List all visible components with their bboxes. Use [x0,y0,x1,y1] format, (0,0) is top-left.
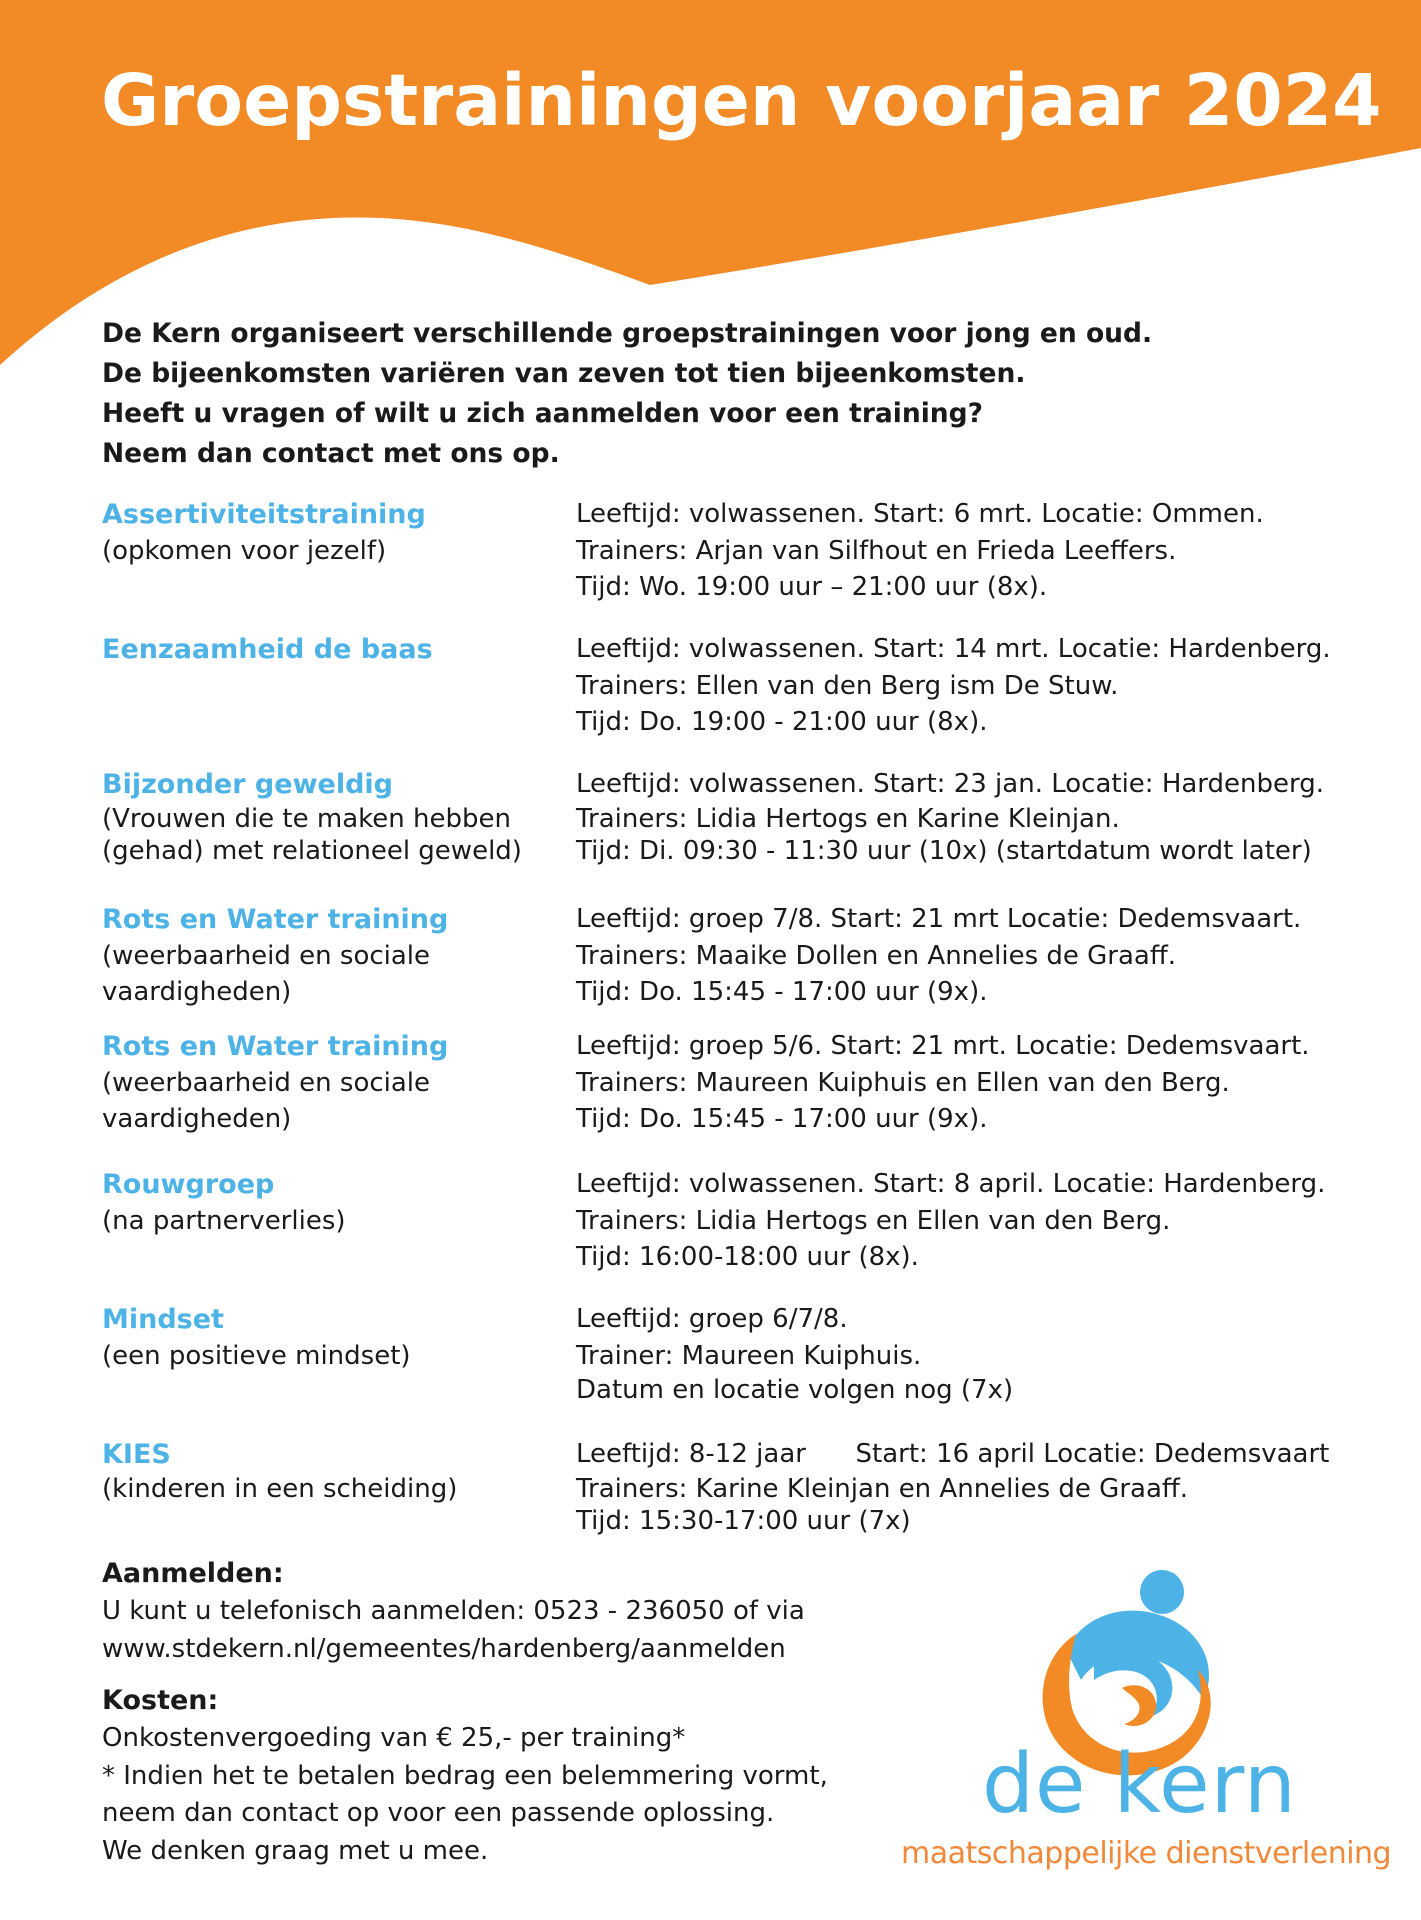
training-subtitle: (Vrouwen die te maken hebben [102,804,511,834]
training-detail-age: Leeftijd: volwassenen. Start: 6 mrt. Locatie: Ommen. [576,499,1264,529]
training-detail-time: Tijd: Wo. 19:00 uur – 21:00 uur (8x). [576,572,1048,602]
training-detail-age: Leeftijd: volwassenen. Start: 14 mrt. Locatie: Hardenberg. [576,634,1331,664]
training-detail-age: Leeftijd: groep 7/8. Start: 21 mrt Locatie: Dedemsvaart. [576,904,1302,934]
training-detail-trainers: Trainers: Ellen van den Berg ism De Stuw. [576,670,1119,701]
logo-name: de kern [982,1737,1297,1832]
training-detail-trainers: Trainers: Lidia Hertogs en Ellen van den Berg. [576,1205,1171,1236]
intro-text [102,314,1302,474]
training-subtitle: (gehad) met relationeel geweld) [102,836,522,866]
training-detail-time: Tijd: 15:30-17:00 uur (7x) [576,1505,911,1536]
training-detail-trainers: Trainer: Maureen Kuiphuis. [576,1340,922,1371]
training-subtitle: vaardigheden) [102,977,292,1007]
register-url[interactable]: www.stdekern.nl/gemeentes/hardenberg/aanmelden [102,1633,786,1664]
costs-heading: Kosten: [102,1685,219,1716]
training-detail-age: Leeftijd: volwassenen. Start: 8 april. Locatie: Hardenberg. [576,1169,1326,1199]
training-name: Assertiviteitstraining [102,499,426,530]
training-detail-time: Tijd: Do. 15:45 - 17:00 uur (9x). [576,977,988,1007]
costs-line: We denken graag met u mee. [102,1835,489,1866]
training-detail-trainers: Trainers: Karine Kleinjan en Annelies de Graaff. [576,1473,1189,1504]
training-detail-age: Leeftijd: groep 6/7/8. [576,1304,848,1334]
training-name: Rots en Water training [102,1031,449,1062]
training-detail-time: Tijd: 16:00-18:00 uur (8x). [576,1242,919,1272]
training-detail-time: Datum en locatie volgen nog (7x) [576,1375,1014,1405]
training-detail-trainers: Trainers: Maureen Kuiphuis en Ellen van den Berg. [576,1067,1230,1098]
register-line: U kunt u telefonisch aanmelden: 0523 - 236050 of via [102,1596,805,1626]
training-detail-age: Leeftijd: 8-12 jaar Start: 16 april Locatie: Dedemsvaart [576,1439,1330,1469]
de-kern-logo-icon [886,1560,1376,1880]
training-subtitle: (weerbaarheid en sociale [102,1068,431,1098]
register-heading: Aanmelden: [102,1558,284,1589]
training-subtitle: (na partnerverlies) [102,1206,346,1236]
costs-line: Onkostenvergoeding van € 25,- per training* [102,1723,686,1753]
intro-line: Heeft u vragen of wilt u zich aanmelden voor een training? [102,398,984,429]
training-detail-age: Leeftijd: groep 5/6. Start: 21 mrt. Locatie: Dedemsvaart. [576,1031,1310,1061]
intro-line: Neem dan contact met ons op. [102,438,560,469]
training-name: Rots en Water training [102,904,449,935]
training-subtitle: (kinderen in een scheiding) [102,1474,458,1504]
training-subtitle: (een positieve mindset) [102,1341,411,1371]
training-detail-age: Leeftijd: volwassenen. Start: 23 jan. Locatie: Hardenberg. [576,769,1325,799]
training-detail-trainers: Trainers: Lidia Hertogs en Karine Kleinjan. [576,803,1120,834]
training-detail-trainers: Trainers: Maaike Dollen en Annelies de Graaff. [576,940,1177,971]
training-name: Eenzaamheid de baas [102,634,433,665]
training-detail-time: Tijd: Di. 09:30 - 11:30 uur (10x) (startdatum wordt later) [576,835,1312,866]
logo-tagline: maatschappelijke dienstverlening [901,1836,1392,1871]
training-detail-time: Tijd: Do. 19:00 - 21:00 uur (8x). [576,707,988,737]
training-detail-trainers: Trainers: Arjan van Silfhout en Frieda Leeffers. [576,535,1177,566]
training-detail-time: Tijd: Do. 15:45 - 17:00 uur (9x). [576,1104,988,1134]
training-name: Rouwgroep [102,1169,275,1200]
footer-info [102,1555,922,1870]
training-name: Mindset [102,1304,224,1335]
training-subtitle: vaardigheden) [102,1104,292,1134]
training-name: Bijzonder geweldig [102,769,393,800]
training-name: KIES [102,1439,171,1470]
intro-line: De Kern organiseert verschillende groepstrainingen voor jong en oud. [102,318,1153,349]
training-subtitle: (weerbaarheid en sociale [102,941,431,971]
intro-line: De bijeenkomsten variëren van zeven tot tien bijeenkomsten. [102,358,1026,389]
costs-line: * Indien het te betalen bedrag een belemmering vormt, [102,1760,828,1791]
page-title: Groepstrainingen voorjaar 2024 [101,59,1382,142]
costs-line: neem dan contact op voor een passende oplossing. [102,1798,775,1828]
training-subtitle: (opkomen voor jezelf) [102,536,387,566]
